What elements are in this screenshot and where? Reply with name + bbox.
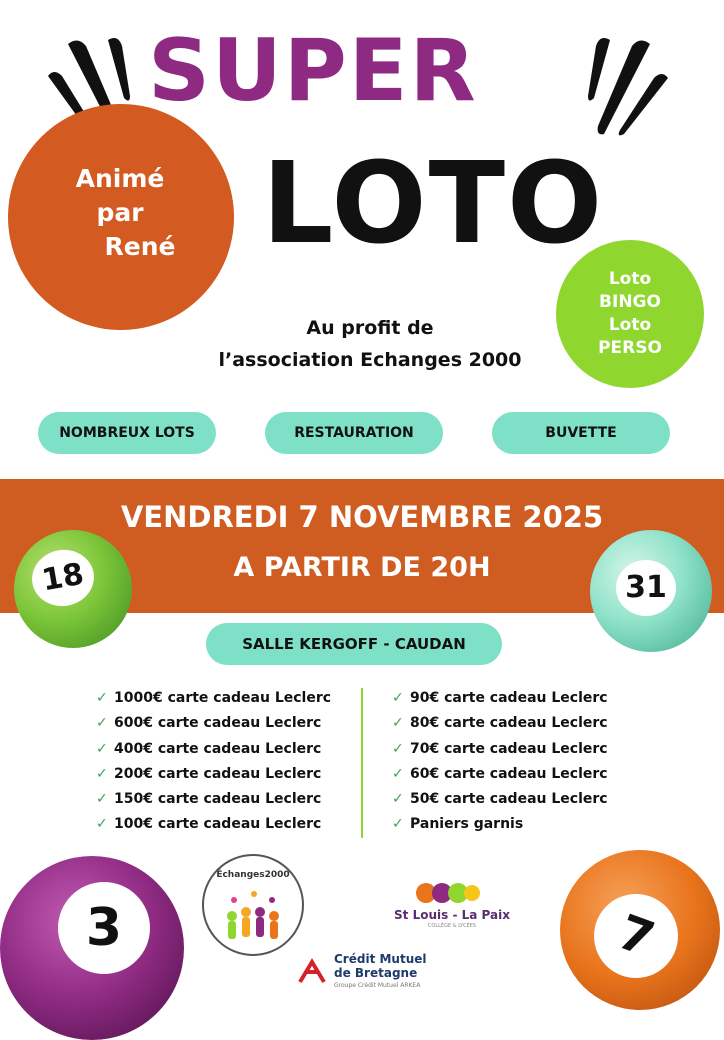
beneficiary-line-2: l’association Echanges 2000: [218, 349, 522, 371]
prize-item: ✓ 50€ carte cadeau Leclerc: [392, 787, 608, 812]
prize-item: ✓ 100€ carte cadeau Leclerc: [96, 812, 331, 837]
venue-pill: SALLE KERGOFF - CAUDAN: [206, 623, 502, 665]
beneficiary-line-1: Au profit de: [306, 317, 434, 339]
stlouis-logo: [392, 880, 512, 932]
prize-item: ✓ 200€ carte cadeau Leclerc: [96, 762, 331, 787]
echanges2000-logo: [202, 854, 304, 956]
host-text: [40, 162, 200, 264]
games-line-3: Loto: [608, 315, 652, 335]
ball-7-number: 7: [582, 882, 690, 990]
stlouis-logo-subtext: COLLÈGE & LYCÉES: [427, 923, 477, 929]
check-icon: ✓: [392, 816, 404, 833]
games-line-2: BINGO: [599, 292, 661, 312]
stlouis-logo-text: St Louis - La Paix: [394, 908, 510, 922]
check-icon: ✓: [96, 715, 108, 732]
credit-mutuel-line-2: de Bretagne: [334, 966, 418, 980]
check-icon: ✓: [392, 715, 404, 732]
feature-pill-lots: NOMBREUX LOTS: [38, 412, 216, 454]
stlouis-symbol-icon: [412, 880, 492, 906]
games-text: [556, 268, 704, 360]
prize-item: ✓ 1000€ carte cadeau Leclerc: [96, 686, 331, 711]
prize-item: ✓ 90€ carte cadeau Leclerc: [392, 686, 608, 711]
games-line-1: Loto: [608, 269, 652, 289]
credit-mutuel-line-3: Groupe Crédit Mutuel ARKEA: [334, 982, 421, 989]
beneficiary-text: [200, 312, 540, 376]
check-icon: ✓: [392, 690, 404, 706]
prize-item: ✓ 60€ carte cadeau Leclerc: [392, 762, 608, 787]
people-icon: [204, 856, 302, 954]
ball-3-number: 3: [58, 882, 150, 974]
ball-18: [14, 530, 132, 648]
check-icon: ✓: [96, 740, 108, 757]
credit-mutuel-line-1: Crédit Mutuel: [334, 952, 427, 966]
games-line-4: PERSO: [598, 338, 662, 358]
ball-3: [0, 856, 184, 1040]
title-loto: LOTO: [262, 139, 605, 269]
ball-18-number: 18: [28, 545, 99, 611]
host-line-1: Animé: [75, 164, 165, 193]
ball-31: [590, 530, 712, 652]
splash-decoration-right: [560, 36, 670, 146]
prize-item: ✓ 600€ carte cadeau Leclerc: [96, 711, 331, 736]
prize-item: ✓ 70€ carte cadeau Leclerc: [392, 737, 608, 762]
check-icon: ✓: [96, 791, 108, 808]
credit-mutuel-logo: [296, 952, 436, 996]
credit-mutuel-symbol-icon: [296, 956, 328, 988]
event-date: VENDREDI 7 NOVEMBRE 2025: [120, 500, 604, 534]
host-line-2: par: [96, 198, 144, 227]
echanges2000-logo-text: Échanges2000: [216, 870, 290, 880]
event-time: A PARTIR DE 20H: [233, 552, 491, 583]
prize-list-right: [392, 686, 608, 838]
check-icon: ✓: [392, 791, 404, 808]
ball-7: [560, 850, 720, 1010]
prize-item: ✓ 150€ carte cadeau Leclerc: [96, 787, 331, 812]
ball-31-number: 31: [616, 560, 676, 616]
check-icon: ✓: [392, 740, 404, 757]
check-icon: ✓: [96, 690, 108, 706]
prize-item: ✓ Paniers garnis: [392, 812, 608, 837]
prize-divider: [361, 688, 363, 838]
check-icon: ✓: [392, 765, 404, 782]
host-line-3: René: [104, 232, 176, 261]
check-icon: ✓: [96, 816, 108, 833]
prize-item: ✓ 80€ carte cadeau Leclerc: [392, 711, 608, 736]
feature-pill-restauration: RESTAURATION: [265, 412, 443, 454]
prize-item: ✓ 400€ carte cadeau Leclerc: [96, 737, 331, 762]
check-icon: ✓: [96, 765, 108, 782]
prize-list-left: [96, 686, 331, 838]
feature-pill-buvette: BUVETTE: [492, 412, 670, 454]
title-super: SUPER: [148, 21, 478, 121]
